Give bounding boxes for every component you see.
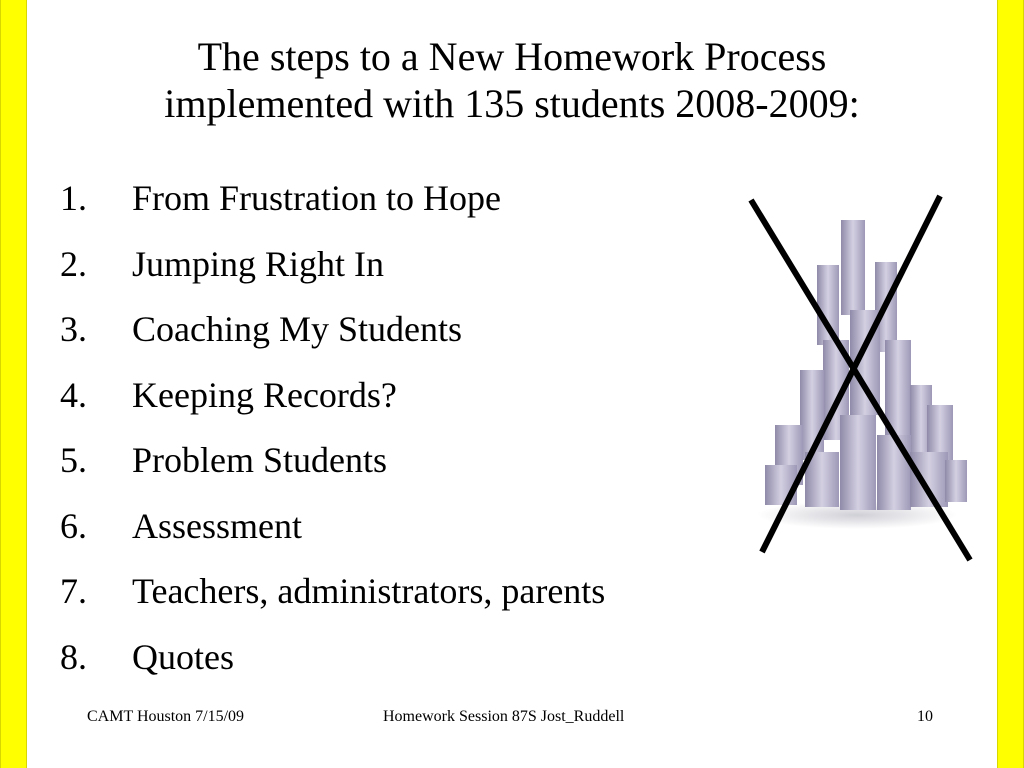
footer-left: CAMT Houston 7/15/09 [87,708,245,725]
list-item [60,563,605,629]
list-item [60,170,605,236]
item-label: Keeping Records? [132,374,397,415]
item-number: 2. [60,243,87,284]
title-line-1: The steps to a New Homework Process [197,34,827,79]
right-yellow-bar [997,0,1024,768]
item-label: Assessment [132,505,302,546]
item-number: 7. [60,571,87,611]
item-number: 5. [60,440,87,480]
slide-title [60,33,964,127]
item-label: Jumping Right In [132,243,385,284]
footer-center: Homework Session 87S Jost_Ruddell [383,708,625,725]
list-item [60,301,605,367]
item-label: Quotes [132,636,234,677]
item-number: 1. [60,178,87,218]
item-number: 8. [60,636,87,677]
list-item [60,629,605,695]
page-number: 10 [917,708,933,725]
list-item [60,367,605,433]
crossed-out-paper-stacks [745,190,980,570]
steps-list [60,170,605,694]
title-line-2: implemented with 135 students 2008-2009: [164,81,860,126]
item-label: Coaching My Students [132,309,462,349]
list-item [60,498,605,564]
item-label: Teachers, administrators, parents [132,571,606,611]
item-number: 3. [60,309,87,349]
left-yellow-bar [0,0,27,768]
list-item [60,236,605,302]
item-label: From Frustration to Hope [132,178,501,218]
item-number: 6. [60,505,87,546]
item-number: 4. [60,374,87,415]
item-label: Problem Students [132,440,388,480]
list-item [60,432,605,498]
